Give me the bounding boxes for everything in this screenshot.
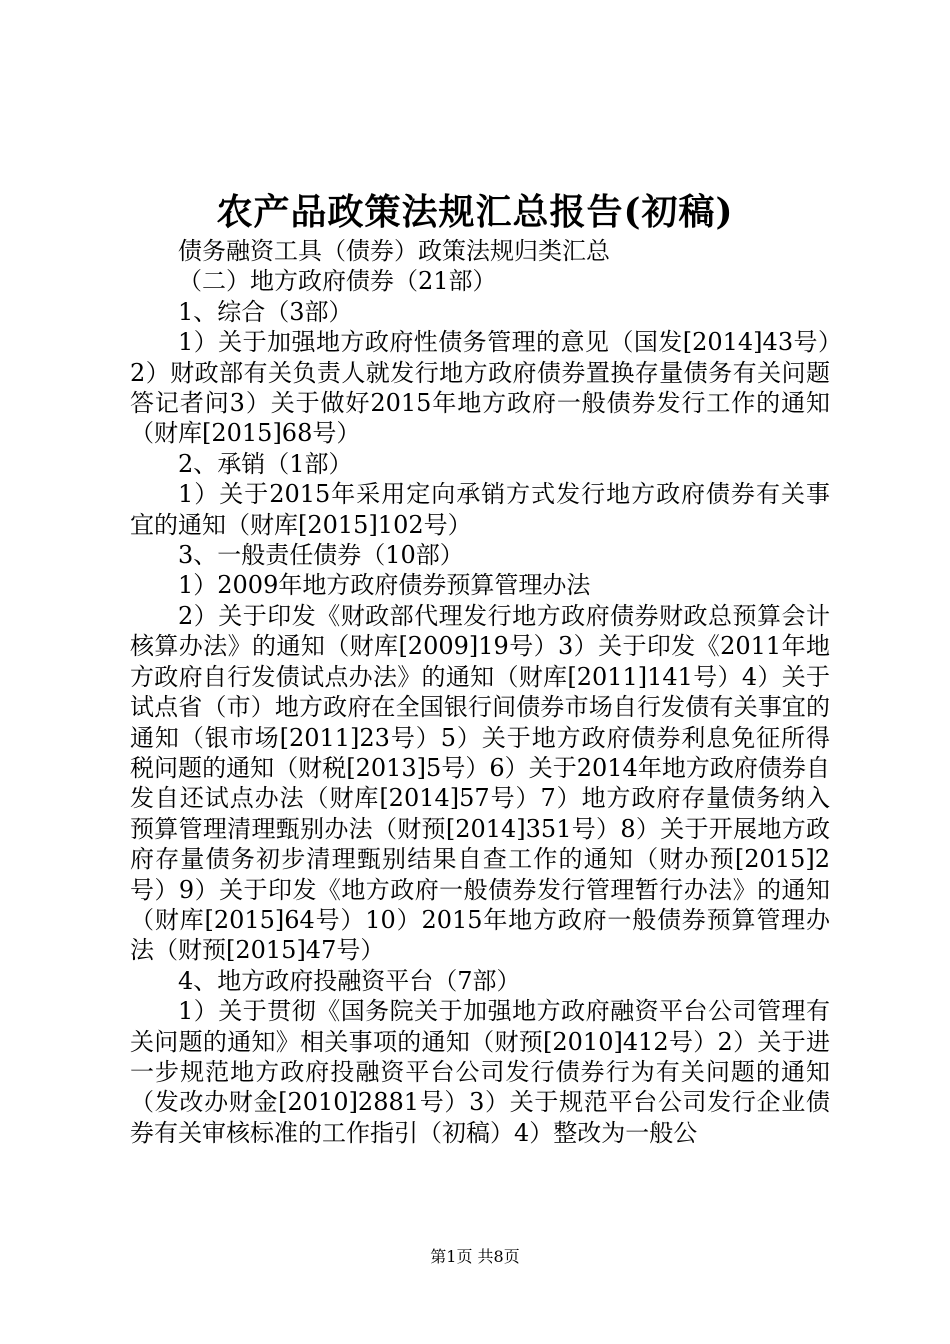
paragraph: 1）关于贯彻《国务院关于加强地方政府融资平台公司管理有关问题的通知》相关事项的通知（财预[2010]412号）2）关于进一步规范地方政府投融资平台公司发行债券行为有关问题的通知（发改办财金[2010]2881号）3）关于规范平台公司发行企业债券有关审核标准的工作指引（初稿）4）整改为一般公 bbox=[130, 997, 830, 1147]
paragraph: 1、综合（3部） bbox=[178, 297, 353, 326]
paragraph: 债务融资工具（债券）政策法规归类汇总 bbox=[178, 237, 610, 265]
paragraph: 4、地方政府投融资平台（7部） bbox=[178, 966, 521, 995]
paragraph: 1）关于加强地方政府性债务管理的意见（国发[2014]43号）2）财政部有关负责人就发行地方政府债券置换存量债务有关问题答记者问3）关于做好2015年地方政府一般债券发行工作的通知（财库[2015]68号） bbox=[130, 328, 830, 448]
paragraph: 1）2009年地方政府债券预算管理办法 bbox=[178, 571, 591, 600]
paragraph: 3、一般责任债券（10部） bbox=[178, 541, 464, 570]
document-body bbox=[130, 236, 830, 1148]
paragraph: 2、承销（1部） bbox=[178, 449, 353, 478]
paragraph: （二）地方政府债券（21部） bbox=[178, 267, 497, 296]
page-footer: 第1页 共8页 bbox=[430, 1247, 520, 1266]
paragraph: 2）关于印发《财政部代理发行地方政府债券财政总预算会计核算办法》的通知（财库[2009]19号）3）关于印发《2011年地方政府自行发债试点办法》的通知（财库[2011]141号）4）关于试点省（市）地方政府在全国银行间债券市场自行发债有关事宜的通知（银市场[2011]23号）5）关于地方政府债券利息免征所得税问题的通知（财税[2013]5号）6）关于2014年地方政府债券自发自还试点办法（财库[2014]57号）7）地方政府存量债务纳入预算管理清理甄别办法（财预[2014]351号）8）关于开展地方政府存量债务初步清理甄别结果自查工作的通知（财办预[2015]2号）9）关于印发《地方政府一般债券发行管理暂行办法》的通知（财库[2015]64号）10）2015年地方政府一般债券预算管理办法（财预[2015]47号） bbox=[130, 601, 830, 965]
document-title: 农产品政策法规汇总报告(初稿) bbox=[216, 191, 734, 233]
paragraph: 1）关于2015年采用定向承销方式发行地方政府债券有关事宜的通知（财库[2015]102号） bbox=[130, 480, 830, 539]
